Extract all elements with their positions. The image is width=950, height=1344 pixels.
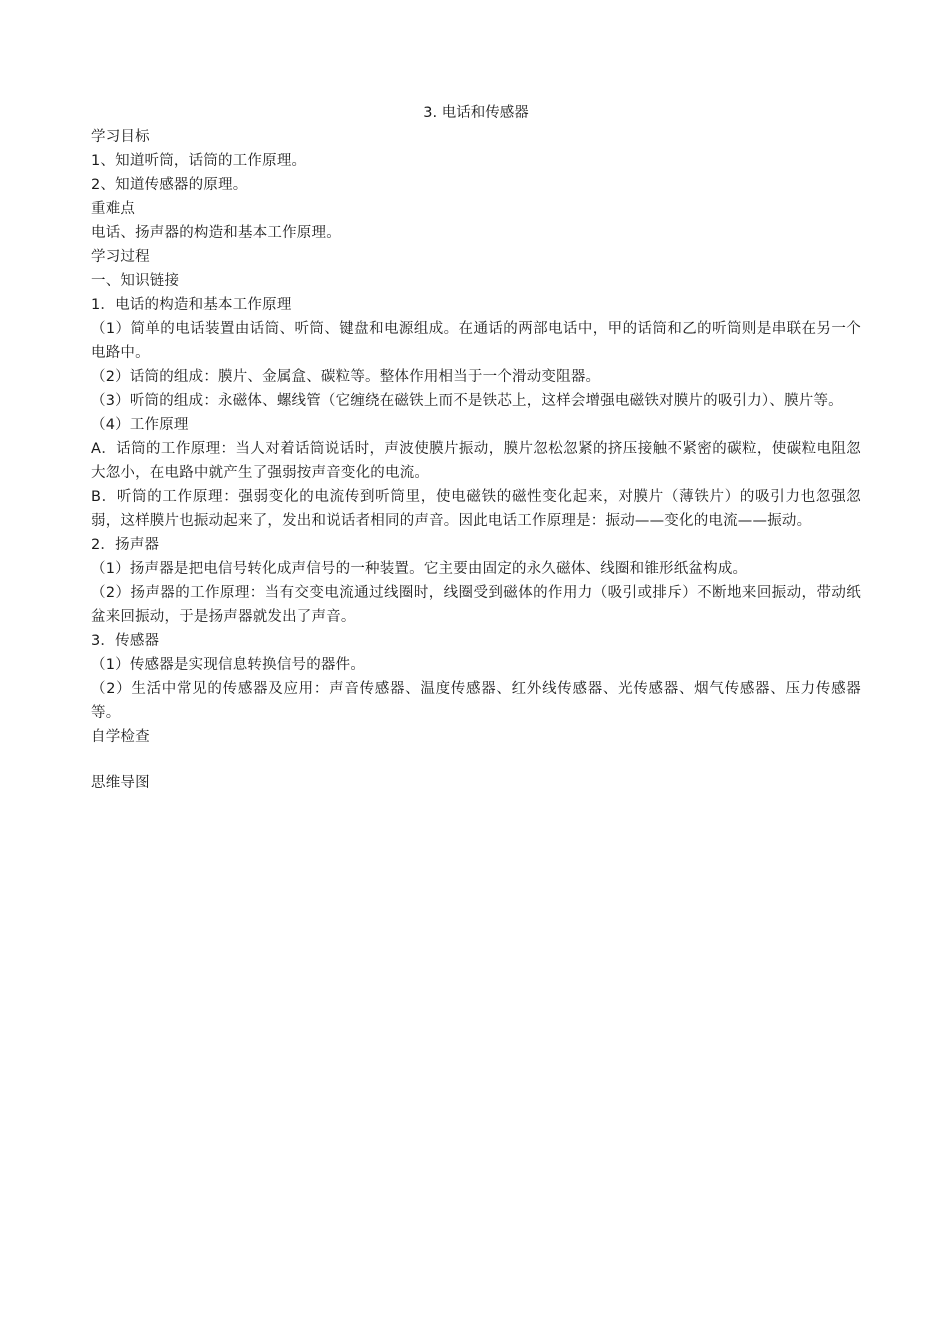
item-2-paragraph-1: （1）扬声器是把电信号转化成声信号的一种装置。它主要由固定的永久磁体、线圈和锥形纸盆构成。 xyxy=(91,561,748,577)
key-points-text: 电话、扬声器的构造和基本工作原理。 xyxy=(91,225,341,241)
self-check-heading: 自学检查 xyxy=(91,729,150,745)
goals-heading: 学习目标 xyxy=(91,129,150,145)
item-1-paragraph-a: A．话筒的工作原理：当人对着话筒说话时，声波使膜片振动，膜片忽松忽紧的挤压接触不紧密的碳粒，使碳粒电阻忽大忽小，在电路中就产生了强弱按声音变化的电流。 xyxy=(91,441,861,481)
goal-item-2: 2、知道传感器的原理。 xyxy=(91,177,248,193)
key-points-heading: 重难点 xyxy=(91,201,136,217)
document-content xyxy=(91,101,861,795)
item-3-heading: 3．传感器 xyxy=(91,633,160,649)
process-heading: 学习过程 xyxy=(91,249,150,265)
mind-map-heading: 思维导图 xyxy=(91,775,150,791)
document-title: 3. 电话和传感器 xyxy=(423,105,529,121)
item-1-heading: 1．电话的构造和基本工作原理 xyxy=(91,297,292,313)
goal-item-1: 1、知道听筒，话筒的工作原理。 xyxy=(91,153,307,169)
item-1-paragraph-3: （3）听筒的组成：永磁体、螺线管（它缠绕在磁铁上而不是铁芯上，这样会增强电磁铁对膜片的吸引力）、膜片等。 xyxy=(91,393,843,409)
item-1-paragraph-2: （2）话筒的组成：膜片、金属盒、碳粒等。整体作用相当于一个滑动变阻器。 xyxy=(91,369,601,385)
item-3-paragraph-1: （1）传感器是实现信息转换信号的器件。 xyxy=(91,657,366,673)
item-1-paragraph-b: B．听筒的工作原理：强弱变化的电流传到听筒里，使电磁铁的磁性变化起来，对膜片（薄铁片）的吸引力也忽强忽弱，这样膜片也振动起来了，发出和说话者相同的声音。因此电话工作原理是：振动——变化的电流——振动。 xyxy=(91,489,861,529)
item-1-paragraph-4: （4）工作原理 xyxy=(91,417,189,433)
part-1-heading: 一、知识链接 xyxy=(91,273,180,289)
item-2-heading: 2．扬声器 xyxy=(91,537,160,553)
item-2-paragraph-2: （2）扬声器的工作原理：当有交变电流通过线圈时，线圈受到磁体的作用力（吸引或排斥）不断地来回振动，带动纸盆来回振动，于是扬声器就发出了声音。 xyxy=(91,585,861,625)
item-1-paragraph-1: （1）简单的电话装置由话筒、听筒、键盘和电源组成。在通话的两部电话中，甲的话筒和乙的听筒则是串联在另一个电路中。 xyxy=(91,321,861,361)
blank-space xyxy=(91,749,861,771)
item-3-paragraph-2: （2）生活中常见的传感器及应用：声音传感器、温度传感器、红外线传感器、光传感器、烟气传感器、压力传感器等。 xyxy=(91,681,861,721)
